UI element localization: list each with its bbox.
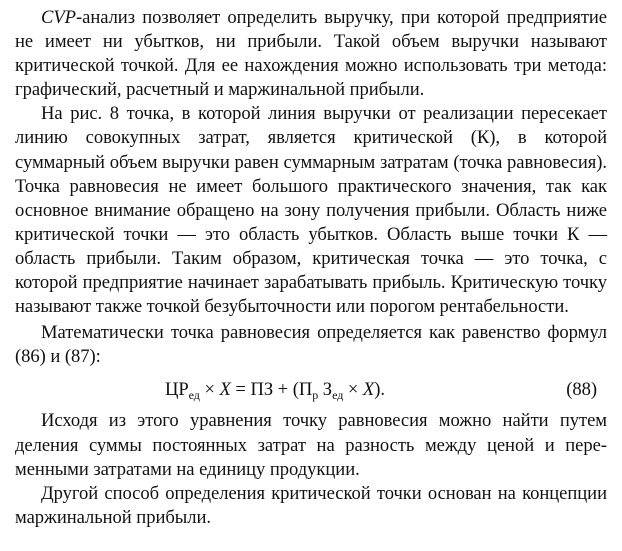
formula-middle: = ПЗ + (П xyxy=(230,379,313,401)
formula-p-subscript: р xyxy=(312,388,319,403)
formula-number: (88) xyxy=(566,379,597,401)
formula-times-1: × xyxy=(199,379,220,401)
formula-88 xyxy=(15,374,607,404)
formula-z-subscript: ед xyxy=(332,388,344,403)
paragraph-cvp-intro xyxy=(15,6,607,102)
cvp-term: CVP xyxy=(41,7,76,28)
formula-z: З xyxy=(318,379,333,401)
paragraph-solution: Исходя из этого уравнения точку равновесия можно найти путем деления суммы постоянных затрат на разность между ценой и переменными затратами на единицу продукции. xyxy=(15,410,607,480)
formula-x-2: X xyxy=(362,379,375,401)
formula-expression xyxy=(165,378,385,402)
formula-cr-subscript: ед xyxy=(188,388,200,403)
paragraph-cvp-intro-text: -анализ позволяет определить выручку, при которой предприятие не имеет ни убытков, ни прибыли. Такой объем выручки называют критической точкой. Для ее нахождения можно использовать три метода: графический, расчетный и маржинальной прибыли. xyxy=(15,7,607,101)
paragraph-marginal-profit: Другой способ определения критической точки основан на концепции маржинальной прибыли. xyxy=(15,482,607,528)
formula-end: ). xyxy=(374,379,385,401)
formula-cr: ЦР xyxy=(165,379,189,401)
paragraph-equilibrium-intro: Математически точка равновесия определяется как равенство формул (86) и (87): xyxy=(15,322,607,368)
formula-times-2: × xyxy=(343,379,363,401)
document-page xyxy=(15,6,607,530)
paragraph-critical-point: На рис. 8 точка, в которой линия выручки от реализации пересекает линию совокупных затрат, является критической (К), в которой суммарный объем выручки равен суммарным затратам (точка равновесия). Точка равновесия не имеет большого практического значения, так как основное внимание обращено на зону получения прибыли. Область ниже критической точки — это область убытков. Область выше точки К — область прибыли. Таким образом, критическая точка — это точка, с которой предприятие начинает зарабатывать прибыль. Критическую точку называют также точкой безубыточности или порогом рентабельности. xyxy=(15,103,607,318)
formula-x-1: X xyxy=(219,379,231,401)
